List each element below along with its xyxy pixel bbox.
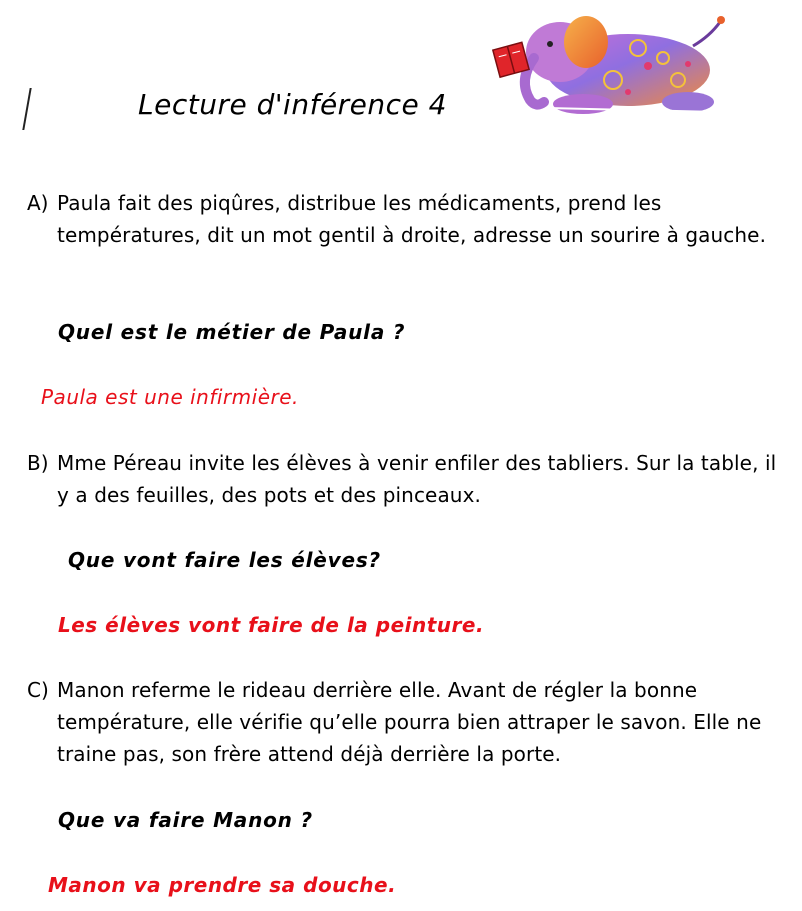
- section-letter: B): [27, 451, 49, 475]
- section-text: Paula fait des piqûres, distribue les médicaments, prend les températures, dit un mot gentil à droite, adresse un sourire à gauche.: [57, 191, 767, 247]
- margin-mark: [22, 88, 31, 130]
- question-a: Quel est le métier de Paula ?: [58, 320, 406, 344]
- page-title: Lecture d'inférence 4: [138, 88, 447, 121]
- section-text: Manon referme le rideau derrière elle. Avant de régler la bonne température, elle vérifie qu’elle pourra bien attraper le savon. Elle ne traine pas, son frère attend déjà derrière la porte.: [57, 678, 762, 766]
- answer-c: Manon va prendre sa douche.: [48, 873, 397, 897]
- answer-b: Les élèves vont faire de la peinture.: [58, 613, 485, 637]
- section-letter: C): [27, 678, 49, 702]
- section-letter: A): [27, 191, 49, 215]
- reading-elephant-icon: [488, 8, 728, 120]
- question-c: Que va faire Manon ?: [58, 808, 313, 832]
- question-b: Que vont faire les élèves?: [68, 548, 381, 572]
- section-b: [27, 447, 787, 511]
- section-text: Mme Péreau invite les élèves à venir enfiler des tabliers. Sur la table, il y a des feuilles, des pots et des pinceaux.: [57, 451, 777, 507]
- section-c: [27, 674, 787, 770]
- section-a: [27, 187, 787, 251]
- answer-a: Paula est une infirmière.: [41, 385, 299, 409]
